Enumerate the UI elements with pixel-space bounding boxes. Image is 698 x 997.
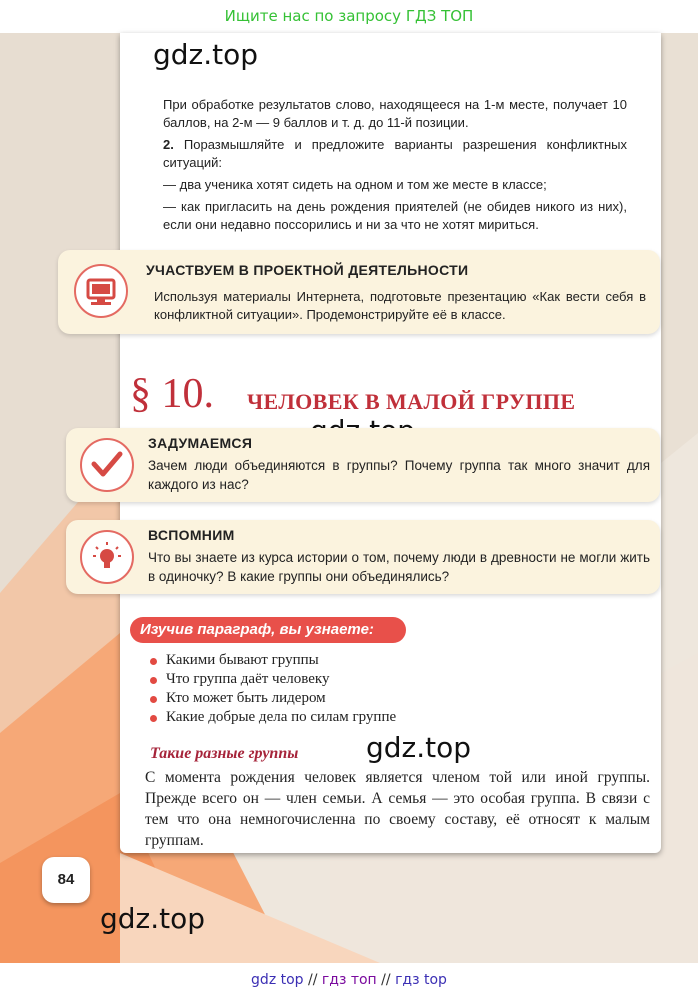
bullet-icon	[150, 696, 157, 703]
list-item: Кто может быть лидером	[150, 689, 396, 708]
list-item: Какими бывают группы	[150, 651, 396, 670]
computer-icon	[74, 264, 128, 318]
recall-title: ВСПОМНИМ	[148, 527, 235, 543]
watermark: gdz.top	[153, 38, 259, 71]
task-text: Поразмышляйте и предложите варианты разрешения конфликтных ситуаций:	[163, 137, 627, 170]
section-number: § 10.	[130, 371, 214, 417]
footer-separator: //	[308, 972, 318, 988]
footer-separator: //	[381, 972, 391, 988]
subsection-text: С момента рождения человек является членом той или иной группы. Прежде всего он — член семьи. А семья — это особая группа. В связи с тем что она немногочисленна по своему составу, её относят к малым группам.	[145, 769, 650, 849]
watermark: gdz.top	[366, 731, 472, 764]
think-title: ЗАДУМАЕМСЯ	[148, 435, 253, 451]
think-panel	[66, 428, 660, 502]
project-text: Используя материалы Интернета, подготовьте презентацию «Как вести себя в конфликтной ситуации». Продемонстрируйте её в классе.	[154, 289, 646, 322]
project-panel	[58, 250, 660, 334]
subsection-title: Такие разные группы	[150, 745, 299, 762]
section-title: ЧЕЛОВЕК В МАЛОЙ ГРУППЕ	[247, 389, 576, 414]
learn-label: Изучив параграф, вы узнаете:	[130, 617, 406, 643]
banner-text[interactable]: Ищите нас по запросу ГДЗ ТОП	[224, 7, 474, 25]
think-text: Зачем люди объединяются в группы? Почему группа так много значит для каждого из нас?	[148, 458, 650, 492]
watermark: gdz.top	[100, 902, 206, 935]
lightbulb-icon	[80, 530, 134, 584]
top-banner[interactable]	[0, 0, 698, 33]
learn-list	[150, 651, 396, 727]
footer-link-3[interactable]: гдз top	[395, 972, 447, 988]
footer-link-1[interactable]: gdz top	[251, 972, 304, 988]
recall-panel	[66, 520, 660, 594]
checkmark-icon	[80, 438, 134, 492]
intro-paragraph-1: При обработке результатов слово, находящееся на 1-м месте, получает 10 баллов, на 2-м — 9 баллов и т. д. до 11-й позиции.	[163, 97, 627, 130]
list-item: Что группа даёт человеку	[150, 670, 396, 689]
list-item: Какие добрые дела по силам группе	[150, 708, 396, 727]
task-number: 2.	[163, 137, 174, 152]
recall-text: Что вы знаете из курса истории о том, почему люди в древности не могли жить в одиночку? В какие группы они объединялись?	[148, 550, 650, 584]
footer-links	[0, 963, 698, 997]
intro-paragraph-2	[163, 136, 627, 172]
intro-paragraph-4: — как пригласить на день рождения приятелей (не обидев никого из них), если они недавно поссорились и ни за что не хотят мириться.	[163, 199, 627, 232]
bullet-icon	[150, 677, 157, 684]
intro-paragraph-3: — два ученика хотят сидеть на одном и том же месте в классе;	[163, 177, 547, 192]
project-title: УЧАСТВУЕМ В ПРОЕКТНОЙ ДЕЯТЕЛЬНОСТИ	[146, 262, 469, 278]
footer-link-2[interactable]: гдз топ	[321, 972, 377, 988]
bullet-icon	[150, 658, 157, 665]
bullet-icon	[150, 715, 157, 722]
page-number: 84	[42, 857, 90, 903]
